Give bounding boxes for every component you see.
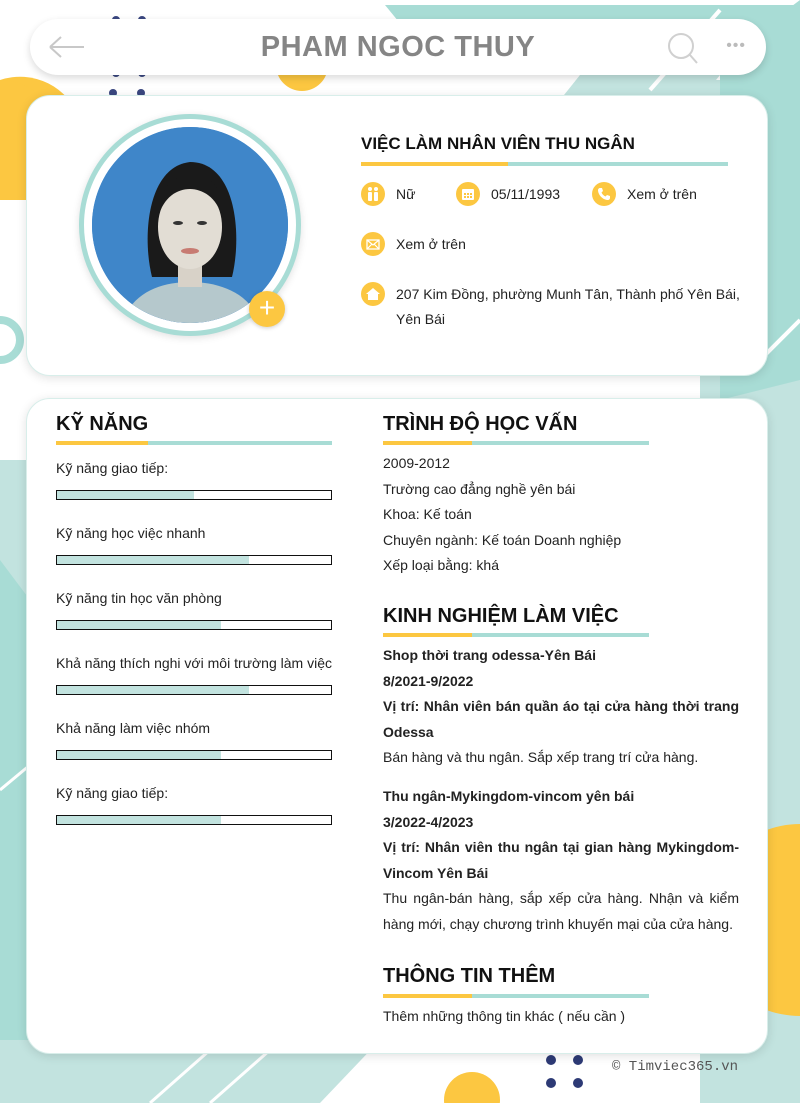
job-position: Vị trí: Nhân viên bán quần áo tại cửa hàng thời trang Odessa: [383, 698, 739, 740]
skill-bar: [56, 815, 332, 825]
job-description: Thu ngân-bán hàng, sắp xếp cửa hàng. Nhận và kiểm hàng mới, chạy chương trình khuyến mại của cửa hàng.: [383, 890, 739, 932]
job-company: Thu ngân-Mykingdom-vincom yên bái: [383, 788, 635, 804]
experience-item: [383, 643, 739, 771]
title-underline: [361, 162, 728, 166]
skills-title: KỸ NĂNG: [56, 413, 149, 435]
skill-bar: [56, 750, 332, 760]
resume-body-card: [26, 398, 768, 1054]
skills-underline: [56, 441, 332, 445]
header-bar: [30, 19, 766, 75]
job-period: 3/2022-4/2023: [383, 813, 474, 830]
phone-icon: [592, 182, 616, 206]
skill-label: Khả năng làm việc nhóm: [56, 720, 211, 736]
home-icon: [361, 282, 385, 306]
education-grade: Xếp loại bằng: khá: [383, 557, 499, 573]
birthday-value: 05/11/1993: [491, 186, 561, 202]
experience-item: [383, 784, 739, 937]
education-period: 2009-2012: [383, 455, 450, 471]
profile-card: [26, 95, 768, 376]
job-company: Shop thời trang odessa-Yên Bái: [383, 647, 596, 663]
education-underline: [383, 441, 649, 445]
email-value: Xem ở trên: [396, 236, 466, 252]
skill-label: Khả năng thích nghi với môi trường làm việc: [56, 655, 332, 671]
arrow-left-icon[interactable]: [48, 33, 86, 61]
email-icon: [361, 232, 385, 256]
address-row: [361, 282, 761, 332]
gender-icon: [361, 182, 385, 206]
education-title: TRÌNH ĐỘ HỌC VẤN: [383, 413, 578, 435]
add-photo-button[interactable]: +: [249, 291, 285, 327]
experience-title: KINH NGHIỆM LÀM VIỆC: [383, 605, 619, 627]
additional-title: THÔNG TIN THÊM: [383, 965, 556, 987]
avatar-frame: [79, 114, 301, 336]
skill-label: Kỹ năng tin học văn phòng: [56, 590, 222, 606]
additional-underline: [383, 994, 649, 998]
phone-row: [592, 182, 697, 206]
candidate-name: PHAM NGOC THUY: [260, 30, 536, 63]
address-line2: Yên Bái: [396, 311, 446, 327]
search-icon[interactable]: [666, 31, 700, 65]
job-description: Bán hàng và thu ngân. Sắp xếp trang trí cửa hàng.: [383, 749, 699, 765]
email-row: [361, 232, 466, 256]
education-faculty: Khoa: Kế toán: [383, 506, 472, 522]
experience-underline: [383, 633, 649, 637]
gender-row: [361, 182, 415, 206]
job-position: Vị trí: Nhân viên thu ngân tại gian hàng Mykingdom-Vincom Yên Bái: [383, 839, 739, 881]
phone-value: Xem ở trên: [627, 186, 697, 202]
additional-text: Thêm những thông tin khác ( nếu cần ): [383, 1008, 626, 1024]
skill-bar: [56, 620, 332, 630]
gender-value: Nữ: [396, 186, 416, 202]
job-period: 8/2021-9/2022: [383, 672, 474, 689]
footer-credit: © Timviec365.vn: [612, 1059, 739, 1075]
calendar-icon: [456, 182, 480, 206]
skill-label: Kỹ năng giao tiếp:: [56, 785, 169, 801]
address-line1: 207 Kim Đồng, phường Munh Tân, Thành phố Yên Bái,: [396, 286, 740, 302]
skill-bar: [56, 490, 332, 500]
job-title: VIỆC LÀM NHÂN VIÊN THU NGÂN: [361, 134, 635, 153]
skill-bar: [56, 685, 332, 695]
birthday-row: [456, 182, 560, 206]
skill-bar: [56, 555, 332, 565]
more-dots-icon[interactable]: •••: [726, 37, 746, 54]
education-school: Trường cao đẳng nghề yên bái: [383, 480, 576, 497]
skill-label: Kỹ năng học việc nhanh: [56, 525, 206, 541]
education-block: [383, 451, 739, 579]
education-major: Chuyên ngành: Kế toán Doanh nghiệp: [383, 531, 622, 548]
skill-label: Kỹ năng giao tiếp:: [56, 460, 169, 476]
